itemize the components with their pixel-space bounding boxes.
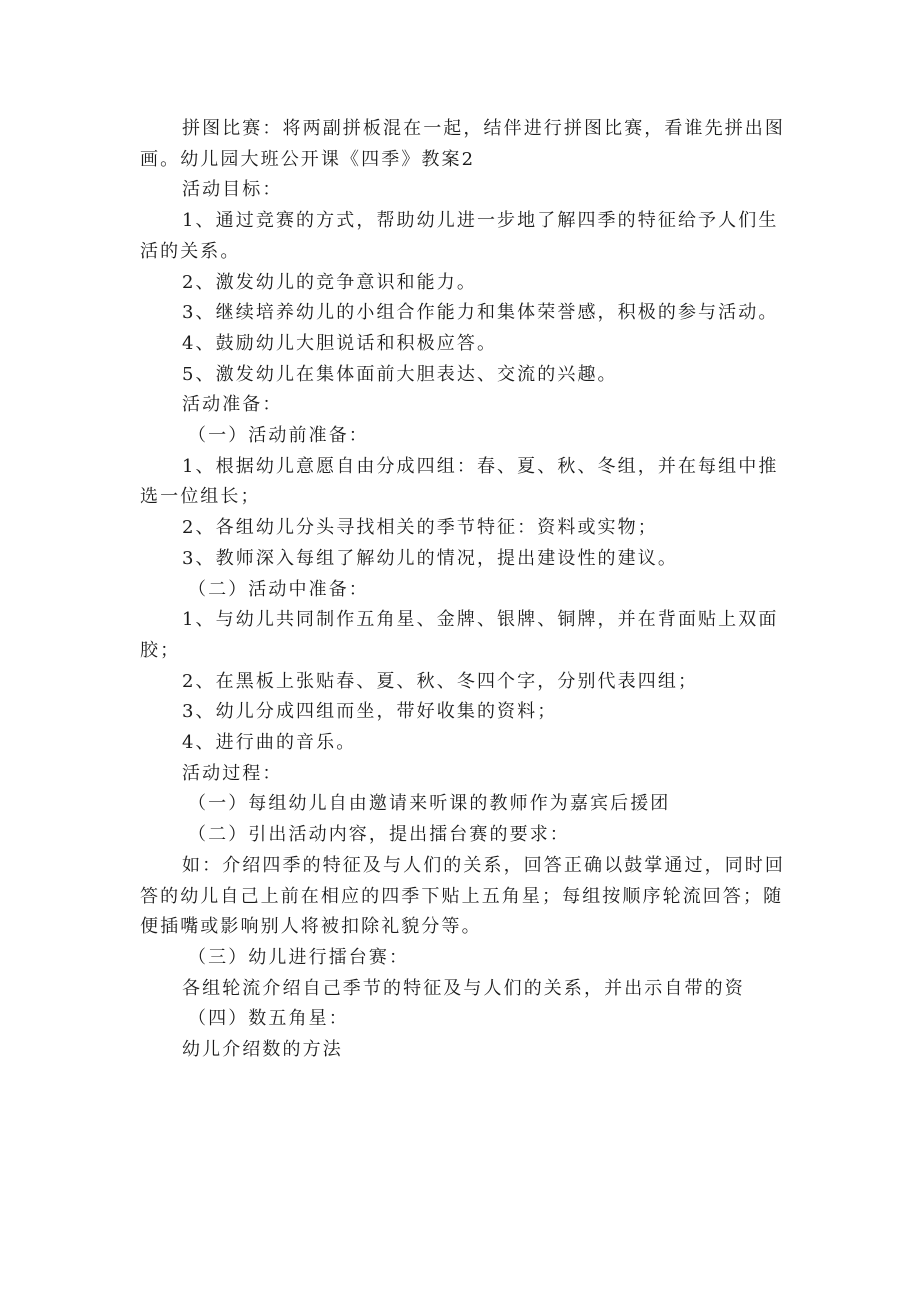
- pre-item-2: 2、各组幼儿分头寻找相关的季节特征：资料或实物；: [182, 517, 658, 539]
- in-item-3: 3、幼儿分成四组而坐，带好收集的资料；: [182, 701, 558, 723]
- goal-item-4: 4、鼓励幼儿大胆说话和积极应答。: [182, 332, 498, 354]
- heading-activity-process: 活动过程：: [182, 762, 283, 784]
- goal-item-1: 1、通过竞赛的方式，帮助幼儿进一步地了解四季的特征给予人们生活的关系。: [140, 210, 779, 262]
- goal-item-2: 2、激发幼儿的竞争意识和能力。: [182, 271, 477, 293]
- heading-activity-preparation: 活动准备：: [182, 394, 283, 416]
- process-step-1: （一）每组幼儿自由邀请来听课的教师作为嘉宾后援团: [188, 793, 671, 815]
- process-step-4: （四）数五角星：: [188, 1008, 349, 1030]
- paragraph-puzzle-game: 拼图比赛：将两副拼板混在一起，结伴进行拼图比赛，看谁先拼出图画。幼儿园大班公开课《四季》教案2: [140, 118, 785, 170]
- process-step-4-detail: 幼儿介绍数的方法: [182, 1039, 343, 1061]
- pre-item-1: 1、根据幼儿意愿自由分成四组：春、夏、秋、冬组，并在每组中推选一位组长；: [140, 455, 779, 508]
- goal-item-5: 5、激发幼儿在集体面前大胆表达、交流的兴趣。: [182, 363, 618, 385]
- in-item-1: 1、与幼儿共同制作五角星、金牌、银牌、铜牌，并在背面贴上双面胶；: [140, 609, 779, 661]
- document-body: [140, 114, 785, 1066]
- process-step-3-detail: 各组轮流介绍自己季节的特征及与人们的关系，并出示自带的资: [182, 977, 745, 999]
- subheading-pre-activity: （一）活动前准备：: [188, 425, 369, 447]
- process-step-3: （三）幼儿进行擂台赛：: [188, 946, 410, 968]
- goal-item-3: 3、继续培养幼儿的小组合作能力和集体荣誉感，积极的参与活动。: [182, 302, 779, 324]
- in-item-2: 2、在黑板上张贴春、夏、秋、冬四个字，分别代表四组；: [182, 670, 699, 692]
- process-step-2-detail: 如：介绍四季的特征及与人们的关系，回答正确以鼓掌通过，同时回答的幼儿自己上前在相应的四季下贴上五角星；每组按顺序轮流回答；随便插嘴或影响别人将被扣除礼貌分等。: [140, 854, 785, 938]
- pre-item-3: 3、教师深入每组了解幼儿的情况，提出建设性的建议。: [182, 547, 678, 569]
- heading-activity-goals: 活动目标：: [182, 179, 283, 201]
- process-step-2: （二）引出活动内容，提出擂台赛的要求：: [188, 824, 570, 846]
- in-item-4: 4、进行曲的音乐。: [182, 732, 357, 754]
- subheading-in-activity: （二）活动中准备：: [188, 578, 369, 600]
